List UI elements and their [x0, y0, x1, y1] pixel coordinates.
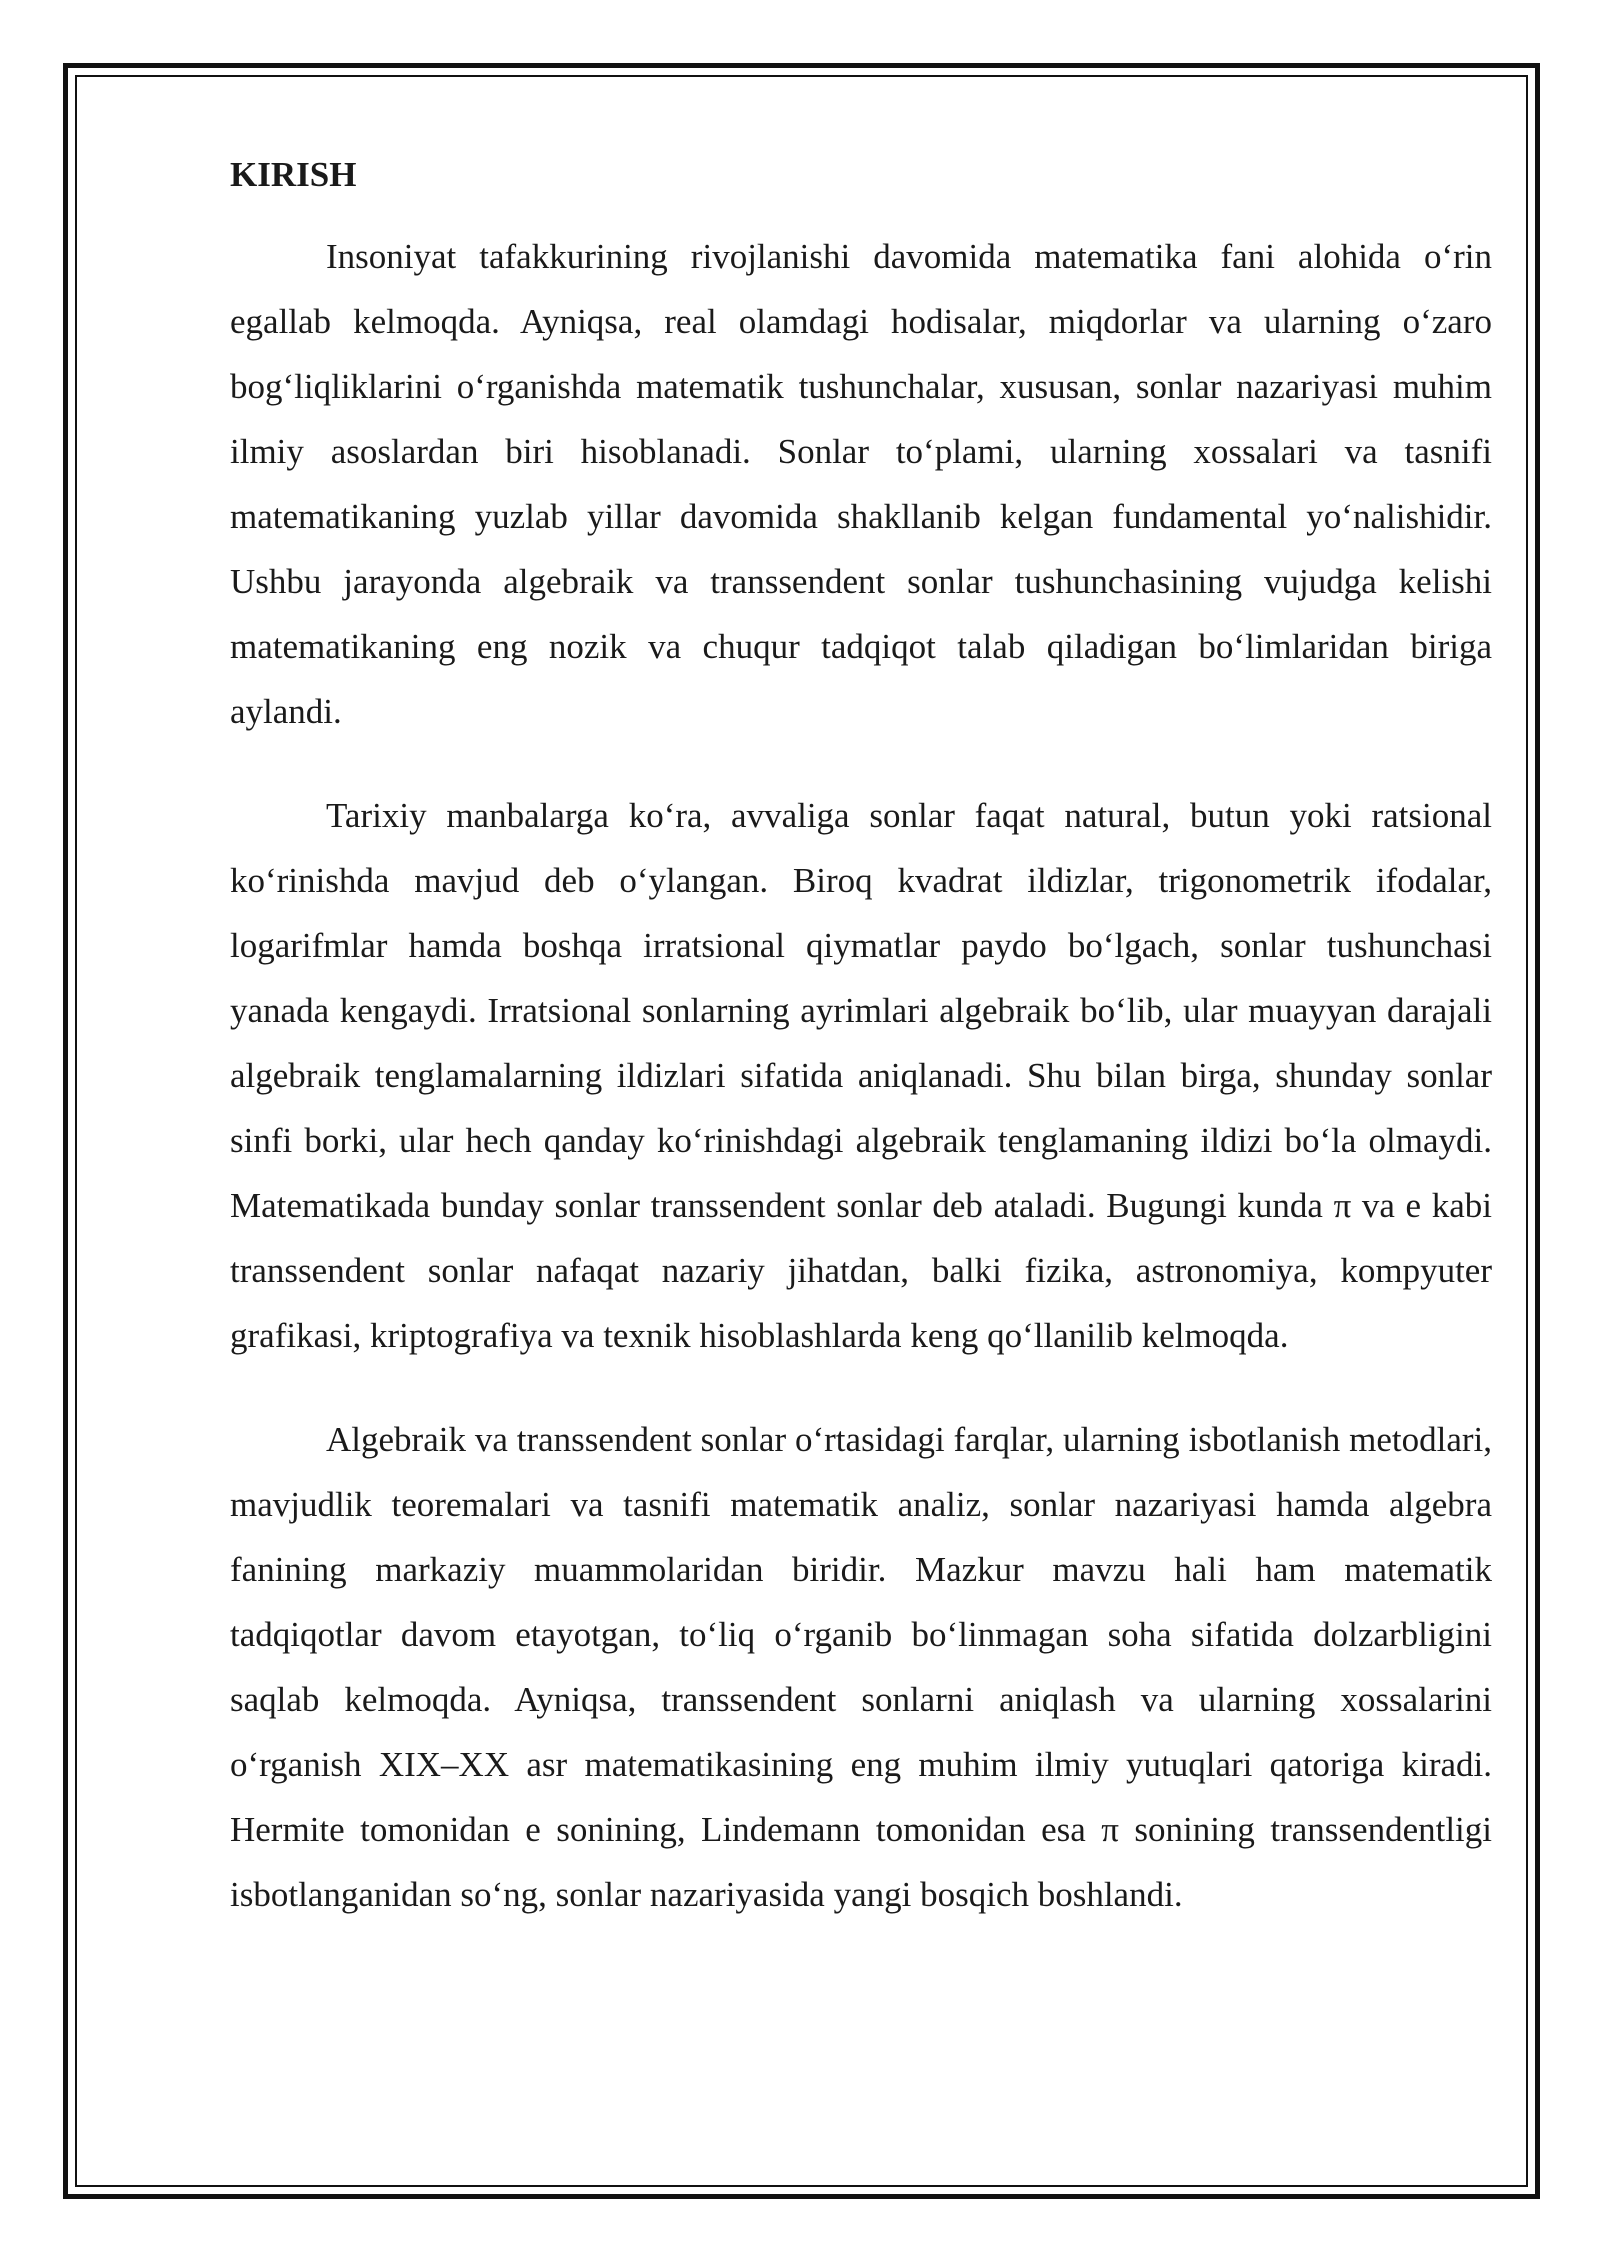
paragraph: Algebraik va transsendent sonlar o‘rtasidagi farqlar, ularning isbotlanish metodlari, mavjudlik teoremalari va tasnifi matematik analiz, sonlar nazariyasi hamda algebra fanining markaziy muammolaridan biridir. Mazkur mavzu hali ham matematik tadqiqotlar davom etayotgan, to‘liq o‘rganib bo‘linmagan soha sifatida dolzarbligini saqlab kelmoqda. Ayniqsa, transsendent sonlarni aniqlash va ularning xossalarini o‘rganish XIX–XX asr matematikasining eng muhim ilmiy yutuqlari qatoriga kiradi. Hermite tomonidan e sonining, Lindemann tomonidan esa π sonining transsendentligi isbotlanganidan so‘ng, sonlar nazariyasida yangi bosqich boshlandi.: [230, 1420, 1492, 1914]
paragraph: Insoniyat tafakkurining rivojlanishi davomida matematika fani alohida o‘rin egallab kelmoqda. Ayniqsa, real olamdagi hodisalar, miqdorlar va ularning o‘zaro bog‘liqliklarini o‘rganishda matematik tushunchalar, xususan, sonlar nazariyasi muhim ilmiy asoslardan biri hisoblanadi. Sonlar to‘plami, ularning xossalari va tasnifi matematikaning yuzlab yillar davomida shakllanib kelgan fundamental yo‘nalishidir. Ushbu jarayonda algebraik va transsendent sonlar tushunchasining vujudga kelishi matematikaning eng nozik va chuqur tadqiqot talab qiladigan bo‘limlaridan biriga aylandi.: [230, 237, 1492, 731]
paragraph: Tarixiy manbalarga ko‘ra, avvaliga sonlar faqat natural, butun yoki ratsional ko‘rinishda mavjud deb o‘ylangan. Biroq kvadrat ildizlar, trigonometrik ifodalar, logarifmlar hamda boshqa irratsional qiymatlar paydo bo‘lgach, sonlar tushunchasi yanada kengaydi. Irratsional sonlarning ayrimlari algebraik bo‘lib, ular muayyan darajali algebraik tenglamalarning ildizlari sifatida aniqlanadi. Shu bilan birga, shunday sonlar sinfi borki, ular hech qanday ko‘rinishdagi algebraik tenglamaning ildizi bo‘la olmaydi. Matematikada bunday sonlar transsendent sonlar deb ataladi. Bugungi kunda π va e kabi transsendent sonlar nafaqat nazariy jihatdan, balki fizika, astronomiya, kompyuter grafikasi, kriptografiya va texnik hisoblashlarda keng qo‘llanilib kelmoqda.: [230, 796, 1492, 1355]
document-body: [230, 150, 1492, 1966]
section-heading: KIRISH: [230, 155, 357, 194]
